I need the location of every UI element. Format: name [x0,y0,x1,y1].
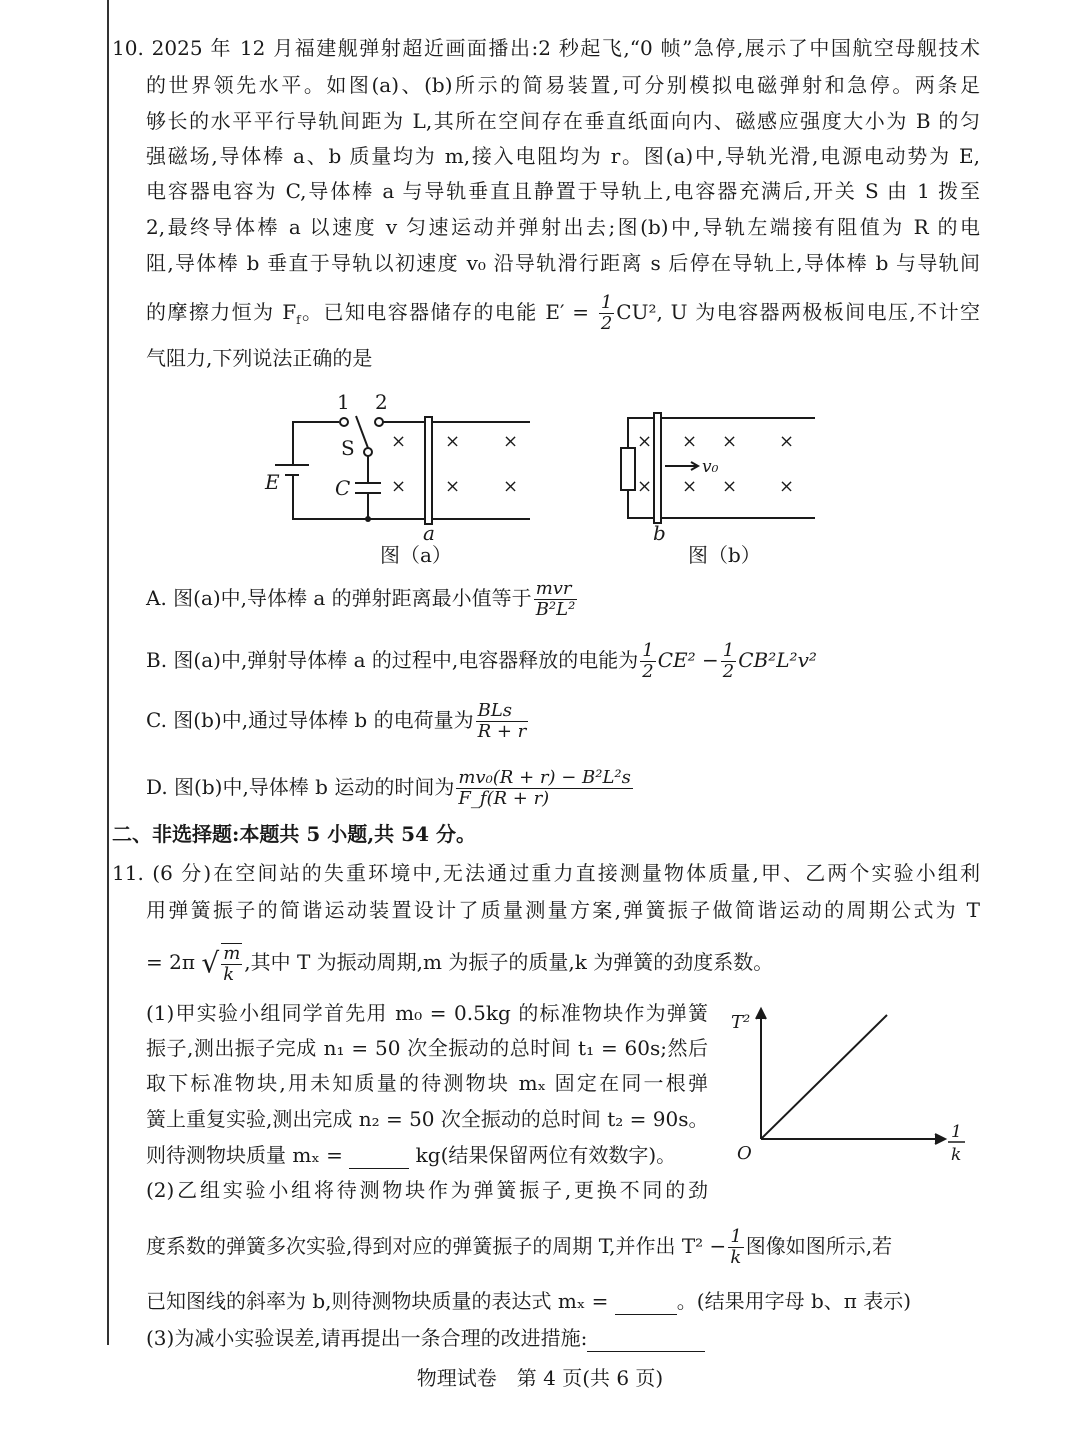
q10-line-8 [146,290,980,342]
option-c [146,698,530,742]
q11-p2-text-b: 图像如图所示,若 [745,1234,893,1258]
fraction-numerator: mv₀(R + r) − B²L²s [458,767,631,788]
rod-a-label: a [423,521,435,545]
fraction-denominator: k [730,1247,742,1268]
fraction-numerator: mvr [534,579,578,600]
fraction-denominator: 2 [642,661,654,682]
q11-p1-line-5 [146,1142,676,1169]
q11-p2-line-1: (2)乙组实验小组将待测物块作为弹簧振子,更换不同的劲 [146,1178,708,1202]
q10-line-6: 2,最终导体棒 a 以速度 v 匀速运动并弹射出去;图(b)中,导轨左端接有阻值为 R 的电 [146,215,980,239]
option-c-text: C. 图(b)中,通过导体棒 b 的电荷量为 [146,708,474,732]
formula-prefix: = 2π [146,950,195,974]
origin-label: O [737,1143,752,1164]
option-d [146,765,635,809]
wire-top-left [293,422,339,465]
q10-line-3: 够长的水平平行导轨间距为 L,其所在空间存在垂直纸面向内、磁感应强度大小为 B 的匀 [146,109,980,133]
answer-blank-improvement[interactable] [587,1325,705,1352]
fraction-denominator: k [223,963,235,985]
option-b [146,638,817,682]
svg-text:×: × [722,476,738,497]
fraction-numerator: BLs [476,701,529,722]
y-axis-arrow-icon [756,1009,766,1019]
answer-blank-expression[interactable] [615,1288,677,1315]
svg-text:×: × [722,431,738,452]
svg-text:×: × [503,431,519,452]
option-d-text: D. 图(b)中,导体棒 b 运动的时间为 [146,775,455,799]
q10-line-8-part-b: 。已知电容器储存的电能 E′ = [300,300,590,324]
x-axis-arrow-icon [935,1134,945,1144]
option-c-fraction [476,701,529,742]
rod-b [654,413,661,523]
velocity-label: v₀ [702,457,719,477]
svg-text:×: × [637,476,653,497]
q10-line-8-sub: f [296,313,301,327]
resistor-R [621,448,635,490]
svg-text:×: × [503,476,519,497]
q11-p1-question: 则待测物块质量 mₓ = [146,1143,343,1167]
rod-a [425,417,432,524]
option-b-fraction-1 [640,641,655,682]
q10-line-9: 气阻力,下列说法正确的是 [146,346,373,370]
q11-p1-unit: kg(结果保留两位有效数字)。 [415,1143,677,1167]
figure-b-circuit [605,385,835,570]
magnetic-field-crosses [391,431,518,497]
q11-p2-question: 已知图线的斜率为 b,则待测物块质量的表达式 mₓ = [146,1289,609,1313]
inverse-k-fraction [728,1227,743,1268]
q11-p2-line-2 [146,1224,892,1268]
option-a [146,576,579,620]
q11-line-3 [146,940,773,986]
section-heading: 二、非选择题:本题共 5 小题,共 54 分。 [112,822,476,846]
fraction-numerator: 1 [642,640,654,661]
rod-b-label: b [653,521,666,545]
fraction-numerator: 1 [722,640,735,661]
q11-p3-question: (3)为减小实验误差,请再提出一条合理的改进措施: [146,1326,588,1350]
option-b-end: CB²L²v² [738,648,817,672]
figure-a-caption: 图（a） [380,543,452,567]
fraction-denominator: 2 [600,313,613,334]
figure-a-circuit [255,385,545,570]
formula-explanation: ,其中 T 为振动周期,m 为振子的质量,k 为弹簧的劲度系数。 [244,950,774,974]
fraction-numerator: 1 [730,1226,742,1247]
page-footer: 物理试卷 第 4 页(共 6 页) [416,1366,664,1390]
fraction-denominator: 2 [722,661,735,682]
option-a-text: A. 图(a)中,导体棒 a 的弹射距离最小值等于 [146,586,532,610]
x-axis-label-denominator: k [951,1145,962,1165]
emf-label: E [265,470,280,494]
margin-line [107,0,109,1345]
svg-text:×: × [391,431,407,452]
fraction-denominator: F_f(R + r) [458,788,550,809]
graph-line [761,1015,887,1139]
q11-p2-text-a: 度系数的弹簧多次实验,得到对应的弹簧振子的周期 T,并作出 T² − [146,1234,727,1258]
fraction-numerator: 1 [600,292,613,313]
q10-line-4: 强磁场,导体棒 a、b 质量均为 m,接入电阻均为 r。图(a)中,导轨光滑,电源电动势为 E, [146,144,980,168]
q11-p1-line-2: 振子,测出振子完成 n₁ = 50 次全振动的总时间 t₁ = 60s;然后 [146,1036,708,1060]
svg-text:×: × [445,476,461,497]
q10-line-5: 电容器电容为 C,导体棒 a 与导轨垂直且静置于导轨上,电容器充满后,开关 S 由 1 拨至 [146,179,980,203]
q10-line-7: 阻,导体棒 b 垂直于导轨以初速度 v₀ 沿导轨滑行距离 s 后停在导轨上,导体棒 b 与导轨间 [146,251,980,275]
q11-p2-line-3 [146,1288,911,1315]
q11-p3 [146,1325,705,1352]
option-d-fraction [456,768,633,809]
t-squared-graph [715,1003,985,1173]
q11-line-1: 11. (6 分)在空间站的失重环境中,无法通过重力直接测量物体质量,甲、乙两个实验小组利 [112,861,980,885]
svg-text:×: × [682,431,698,452]
q10-line-1: 10. 2025 年 12 月福建舰弹射超近画面播出:2 秒起飞,“0 帧”急停,展示了中国航空母舰技术 [112,36,980,60]
fraction-denominator: B²L² [535,599,576,620]
q11-line-2: 用弹簧振子的简谐运动装置设计了质量测量方案,弹簧振子做简谐运动的周期公式为 T [146,898,980,922]
svg-text:×: × [779,476,795,497]
option-b-text: B. 图(a)中,弹射导体棒 a 的过程中,电容器释放的电能为 [146,648,639,672]
svg-text:×: × [637,431,653,452]
fraction-denominator: R + r [477,721,527,742]
q10-line-2: 的世界领先水平。如图(a)、(b)所示的简易装置,可分别模拟电磁弹射和急停。两条足 [146,73,980,97]
sqrt-icon: √ [201,946,220,980]
svg-text:×: × [682,476,698,497]
energy-fraction [599,293,614,334]
figure-b-caption: 图（b） [688,543,761,567]
option-b-mid: CE² − [657,648,719,672]
sqrt-fraction [221,943,242,985]
switch-lever [356,416,368,448]
svg-text:×: × [445,431,461,452]
svg-text:×: × [779,431,795,452]
x-axis-label-numerator: 1 [951,1122,962,1142]
q10-line-8-part-c: CU², U 为电容器两极板间电压,不计空 [616,300,981,324]
svg-text:×: × [391,476,407,497]
answer-blank-mx[interactable] [349,1142,409,1169]
q11-p2-note: 。(结果用字母 b、π 表示) [676,1289,912,1313]
capacitor-label: C [335,476,351,500]
q11-p1-line-3: 取下标准物块,用未知质量的待测物块 mₓ 固定在同一根弹 [146,1071,708,1095]
option-a-fraction [534,579,578,620]
q11-p1-line-1: (1)甲实验小组同学首先用 m₀ = 0.5kg 的标准物块作为弹簧 [146,1001,708,1025]
y-axis-label: T² [731,1012,751,1033]
terminal-1-label: 1 [337,390,350,414]
q11-p1-line-4: 簧上重复实验,测出完成 n₂ = 50 次全振动的总时间 t₂ = 90s。 [146,1107,709,1131]
terminal-2-label: 2 [375,390,388,414]
fraction-numerator: m [223,942,241,964]
q10-line-8-part-a: 的摩擦力恒为 F [146,300,297,324]
option-b-fraction-2 [721,641,736,682]
wire-bottom [293,475,530,519]
switch-label: S [341,436,355,460]
